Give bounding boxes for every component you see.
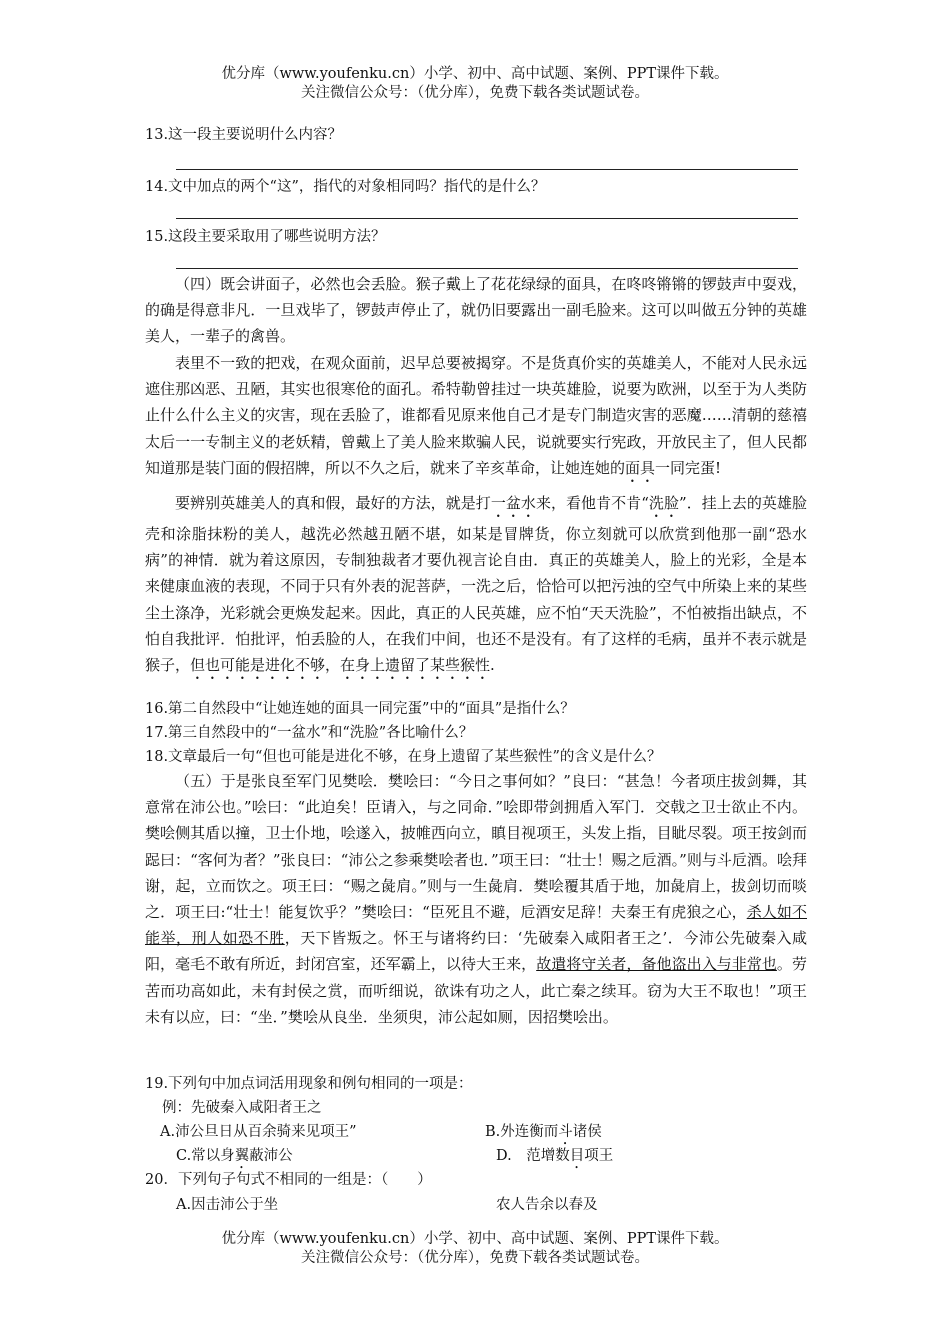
dotted-word-mask: 面具	[625, 458, 656, 477]
question-16: 16.第二自然段中“让她连她的面具一同完蛋”中的“面具”是指什么？	[145, 701, 575, 717]
option-c-text-2: 蔽沛公	[249, 1148, 293, 1164]
passage-4-paragraph-3	[145, 490, 807, 683]
option-b-text: B.外连衡而	[485, 1124, 559, 1140]
passage-5-text-3: 。劳苦而功高如此，未有封侯之赏，而听细说，欲诛有功之人，此亡秦之续耳。窃为大王不取也！”项王未有以应，曰：“坐．”樊哙从良坐．坐须臾，沛公起如厕，因招樊哙出。	[145, 955, 807, 1026]
underlined-sentence-1: 杀人如不能举，刑人如恐不胜	[145, 903, 807, 948]
passage-4-paragraph-2-text: 表里不一致的把戏，在观众面前，迟早总要被揭穿。不是货真价实的英雄美人，不能对人民永远遮住那凶恶、丑陋，其实也很寒伧的面孔。希特勒曾挂过一块英雄脸，说要为欧洲，以至于为人类防止什么什么主义的灾害，现在丢脸了，谁都看见原来他自己才是专门制造灾害的恶魔……清朝的慈禧太后一一专制主义的老妖精，曾戴上了美人脸来欺骗人民，说就要实行宪政，开放民主了，但人民都知道那是装门面的假招牌，所以不久之后，就来了辛亥革命，让她连她的	[145, 354, 807, 477]
option-b-dotted-word: 斗	[558, 1124, 573, 1140]
question-14: 14.文中加点的两个“这”，指代的对象相同吗？指代的是什么？	[145, 179, 546, 195]
dotted-word-wash-face: 洗脸	[648, 494, 679, 512]
passage-4-paragraph-1: （四）既会讲面子，必然也会丢脸。猴子戴上了花花绿绿的面具，在咚咚锵锵的锣鼓声中耍戏，的确是得意非凡．一旦戏毕了，锣鼓声停止了，就仍旧要露出一副毛脸来。这可以叫做五分钟的英雄美人，一辈子的禽兽。	[145, 275, 807, 346]
dotted-final-sentence: 但也可能是进化不够，在身上遗留了某些猴性	[190, 656, 491, 675]
question-15: 15.这段主要采取用了哪些说明方法？	[145, 229, 386, 245]
header-line-1: 优分库（www.youfenku.cn）小学、初中、高中试题、案例、PPT课件下载。	[221, 66, 729, 82]
passage-4-paragraph-3-end: .	[490, 656, 495, 675]
passage-4-paragraph-3-text-3: ”．挂上去的英雄脸壳和涂脂抹粉的美人，越洗必然越丑陋不堪，如某是冒牌货，你立刻就可以欣赏到他那一副“恐水病”的神情．就为着这原因，专制独裁者才要仇视言论自由．真正的英雄美人，脸上的光彩，全是本来健康血液的表现，不同于只有外表的泥菩萨，一洗之后，恰恰可以把污浊的空气中所染上来的某些尘土涤净，光彩就会更焕发起来。因此，真正的人民英雄，应不怕“天天洗脸”，不怕被指出缺点，不怕自我批评．怕批评，怕丢脸的人，在我们中间，也还不是没有。有了这样的毛病，虽并不表示就是猴子，	[145, 494, 807, 675]
dotted-word-basin: 一盆水	[490, 494, 536, 512]
passage-5	[145, 768, 807, 1030]
question-20-stem: 20．下列句子句式不相同的一组是：（ ）	[145, 1172, 432, 1188]
question-19-option-a[interactable]	[160, 1120, 357, 1144]
question-20-option-a-pair: 农人告余以春及	[496, 1197, 598, 1213]
question-18: 18.文章最后一句“但也可能是进化不够，在身上遗留了某些猴性”的含义是什么？	[145, 749, 662, 765]
option-d-dotted-word: 目	[569, 1148, 585, 1164]
underlined-sentence-2: 故遣将守关者，备他盗出入与非常也	[536, 955, 777, 974]
answer-line-14[interactable]	[176, 218, 798, 219]
passage-4-paragraph-3-text-2: 来，看他肯不肯“	[535, 494, 649, 512]
header-line-2: 关注微信公众号：（优分库），免费下载各类试题试卷。	[301, 85, 649, 101]
question-19-example: 例：先破秦入咸阳者王之	[162, 1100, 322, 1116]
option-d-text-2: 项王	[584, 1148, 614, 1164]
question-19-stem: 19.下列句中加点词活用现象和例句相同的一项是：	[145, 1076, 473, 1092]
page-footer	[0, 1230, 950, 1268]
option-a-quote: ”	[349, 1124, 357, 1140]
passage-5-text: （五）于是张良至军门见樊哙．樊哙曰：“今日之事何如？”良曰：“甚急！今者项庄拔剑舞，其意常在沛公也。”哙曰：“此迫矣！臣请入，与之同命．”哙即带剑拥盾入军门．交戟之卫士欲止不内。樊哙侧其盾以撞，卫士仆地，哙遂入，披帷西向立，瞋目视项王，头发上指，目眦尽裂。项王按剑而跽曰：“客何为者？”张良曰：“沛公之参乘樊哙者也．”项王曰：“壮士！赐之卮酒。”则与斗卮酒。哙拜谢，起，立而饮之。项王曰：“赐之彘肩。”则与一生彘肩．樊哙覆其盾于地，加彘肩上，拔剑切而啖之．项王曰:“壮士！能复饮乎？”樊哙曰：“臣死且不避，卮酒安足辞！夫秦王有虎狼之心，	[145, 772, 807, 922]
option-d-text: D. 范增数	[496, 1148, 570, 1164]
answer-line-13[interactable]	[176, 169, 798, 170]
passage-5-text-2: ，天下皆叛之。怀王与诸将约曰：‘先破秦入咸阳者王之’．今沛公先破秦入咸阳，毫毛不敢有所近，封闭宫室，还军霸上，以待大王来，	[145, 929, 807, 974]
option-a-text: A.沛公旦日从百余骑来见项王	[160, 1124, 350, 1140]
passage-4-paragraph-3-text: 要辨别英雄美人的真和假，最好的方法，就是打	[175, 494, 491, 512]
question-13: 13.这一段主要说明什么内容？	[145, 127, 343, 143]
question-17: 17.第三自然段中的“一盆水”和“洗脸”各比喻什么？	[145, 725, 474, 741]
footer-line-2: 关注微信公众号：（优分库），免费下载各类试题试卷。	[301, 1250, 649, 1266]
footer-line-1: 优分库（www.youfenku.cn）小学、初中、高中试题、案例、PPT课件下载。	[221, 1231, 729, 1247]
option-b-text-2: 诸侯	[572, 1124, 602, 1140]
option-c-dotted-word: 翼	[234, 1148, 250, 1164]
option-c-text: C.常以身	[176, 1148, 235, 1164]
answer-line-15[interactable]	[176, 268, 798, 269]
passage-4-paragraph-2	[145, 350, 807, 486]
page-header	[0, 65, 950, 103]
question-20-option-a[interactable]: A.因击沛公于坐	[176, 1197, 279, 1213]
passage-4-paragraph-2-end: 一同完蛋!	[655, 458, 722, 477]
